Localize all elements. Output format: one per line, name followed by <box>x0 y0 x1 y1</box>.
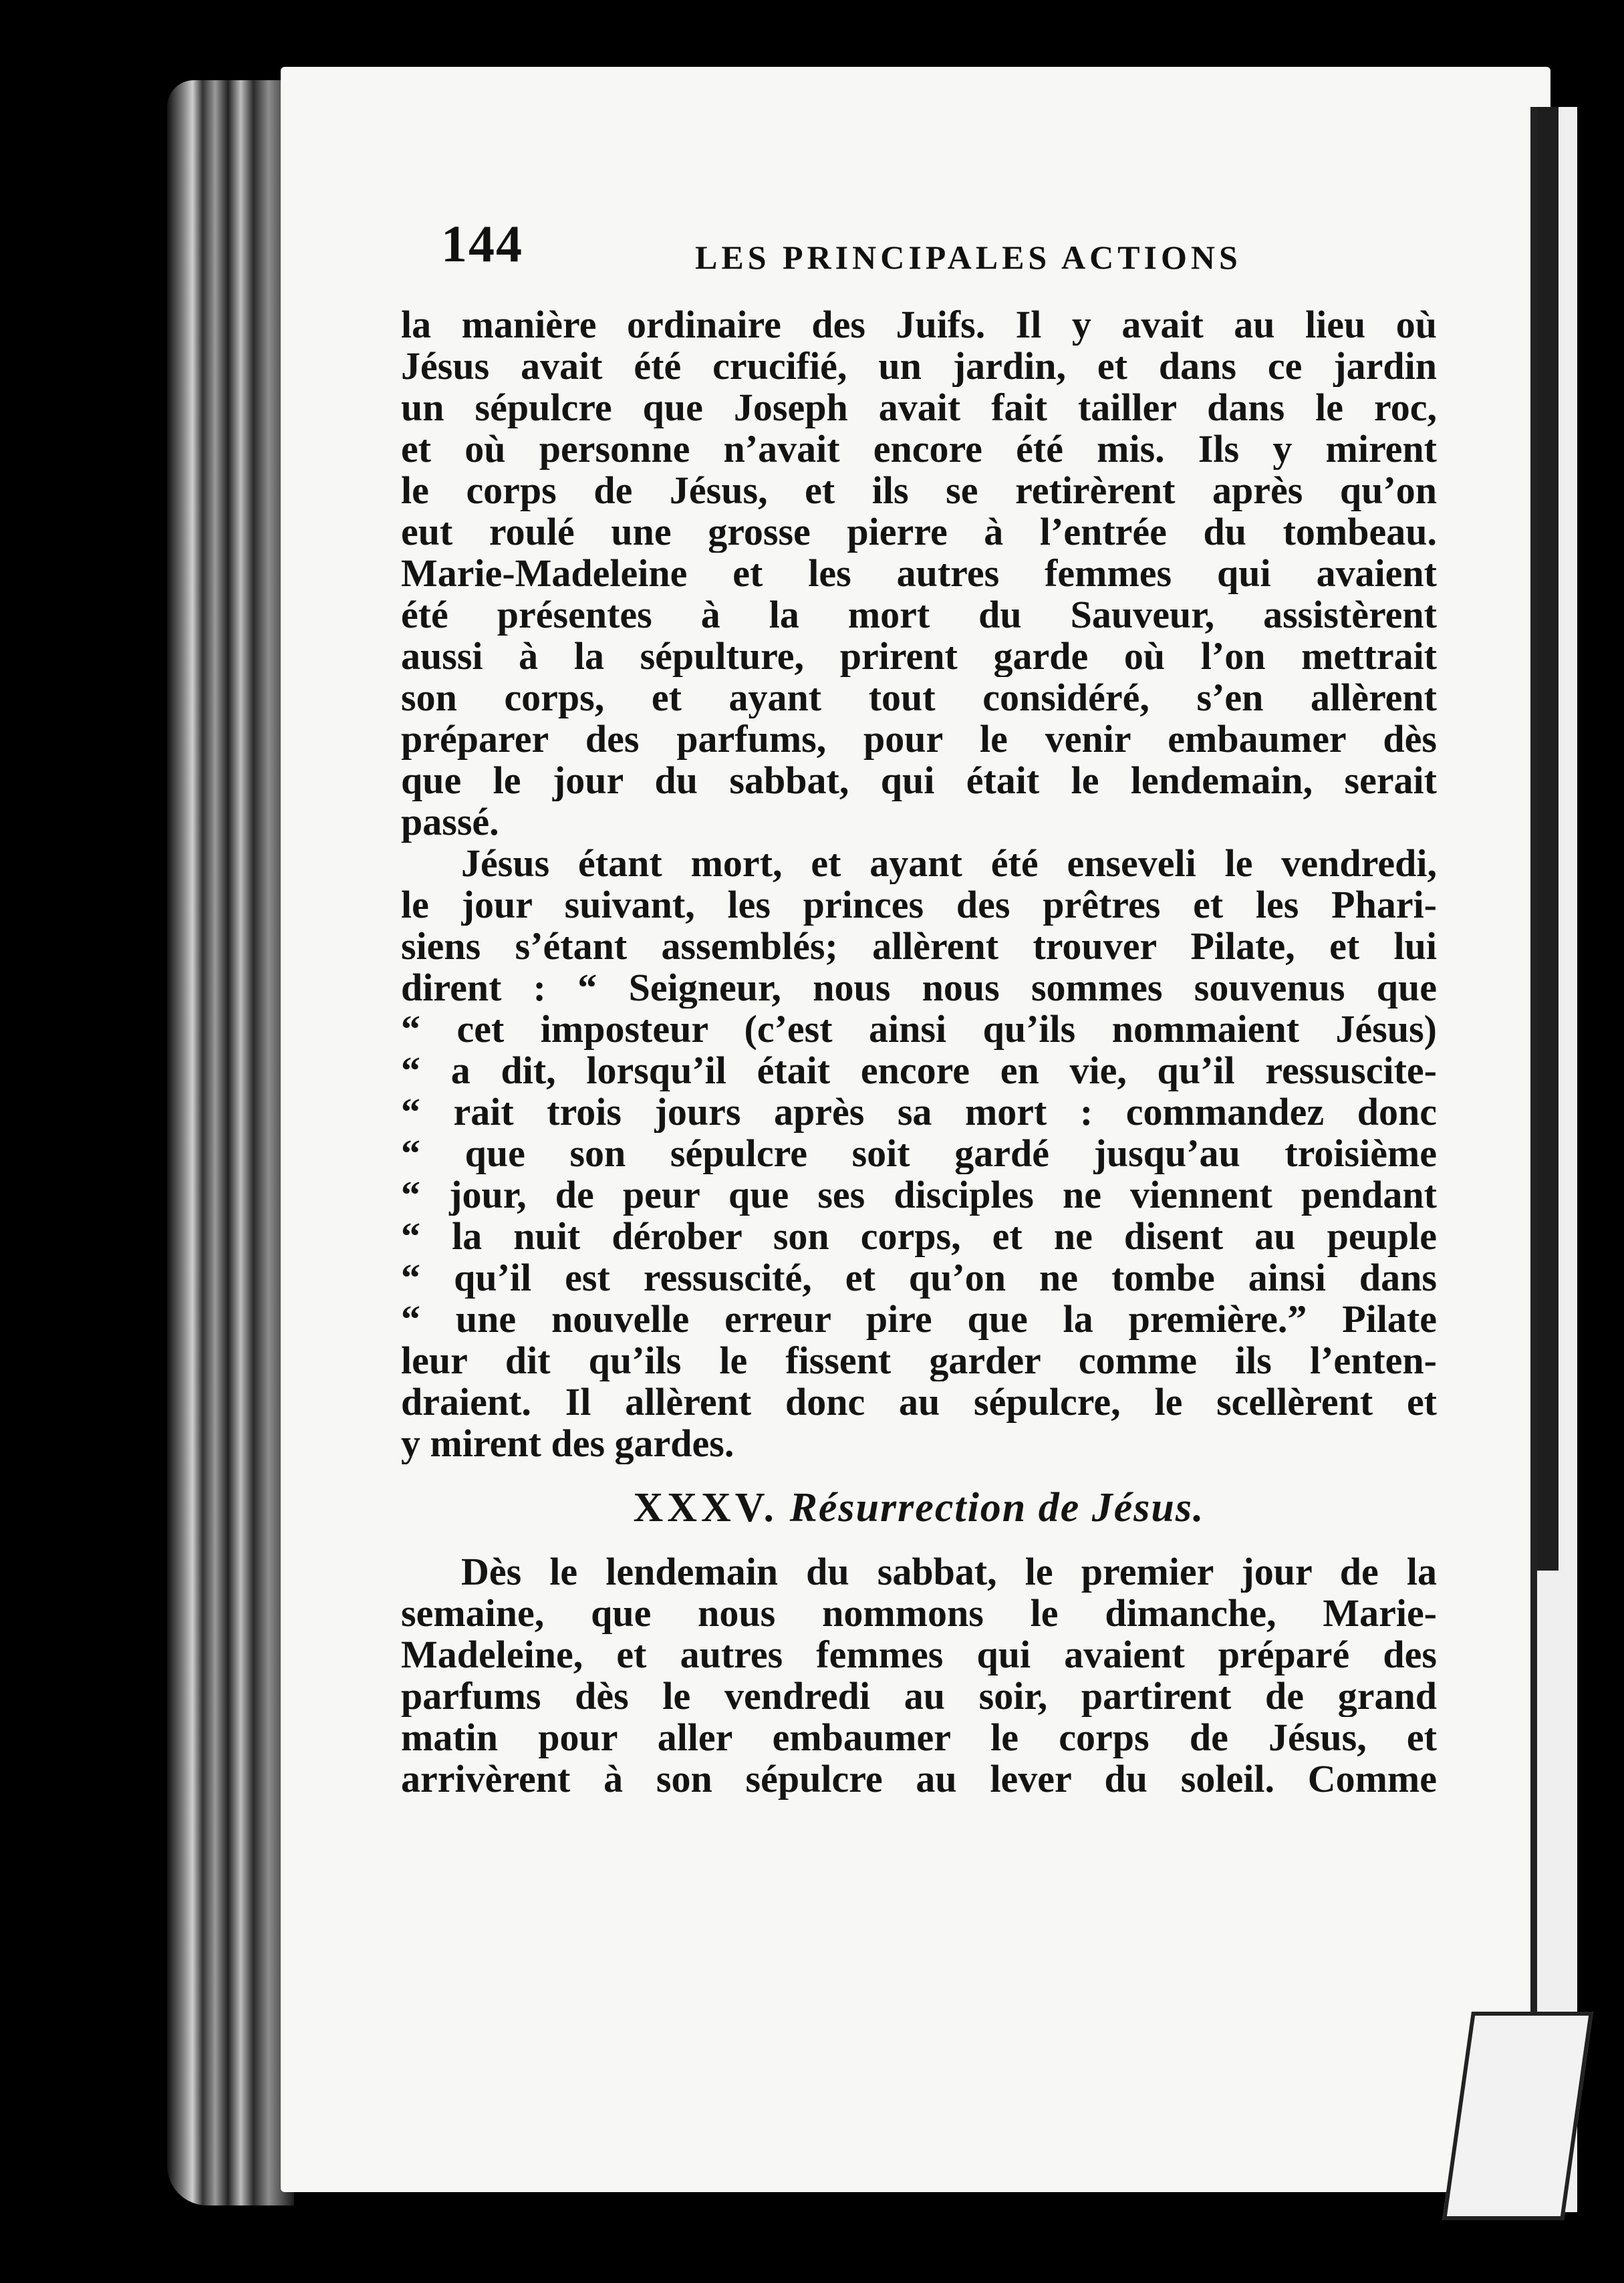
text-line: que le jour du sabbat, qui était le lendemain, serait <box>401 760 1437 801</box>
text-line: Marie-Madeleine et les autres femmes qui avaient <box>401 553 1437 594</box>
text-line: eut roulé une grosse pierre à l’entrée du tombeau. <box>401 511 1437 553</box>
text-line: leur dit qu’ils le fissent garder comme ils l’enten- <box>401 1340 1437 1381</box>
text-line: y mirent des gardes. <box>401 1423 734 1464</box>
text-line: Dès le lendemain du sabbat, le premier jour de la <box>461 1551 1437 1593</box>
text-line: “ jour, de peur que ses disciples ne viennent pendant <box>401 1174 1437 1216</box>
text-line: la manière ordinaire des Juifs. Il y avait au lieu où <box>401 304 1437 346</box>
text-line: parfums dès le vendredi au soir, partirent de grand <box>401 1675 1437 1717</box>
text-line: et où personne n’avait encore été mis. Ils y mirent <box>401 428 1437 470</box>
text-line: “ la nuit dérober son corps, et ne disent au peuple <box>401 1216 1437 1257</box>
text-line: Madeleine, et autres femmes qui avaient préparé des <box>401 1634 1437 1675</box>
text-line: “ qu’il est ressuscité, et qu’on ne tombe ainsi dans <box>401 1257 1437 1299</box>
text-line: un sépulcre que Joseph avait fait tailler dans le roc, <box>401 387 1437 428</box>
text-line: “ rait trois jours après sa mort : commandez donc <box>401 1091 1437 1133</box>
text-line: “ une nouvelle erreur pire que la première.” Pilate <box>401 1299 1437 1340</box>
paragraph-1 <box>401 304 1437 843</box>
page-header <box>441 214 1243 287</box>
section-title: Résurrection de Jésus. <box>789 1485 1205 1530</box>
text-line: aussi à la sépulture, prirent garde où l’on mettrait <box>401 636 1437 677</box>
paragraph-3 <box>401 1551 1437 1800</box>
text-line: le jour suivant, les princes des prêtres et les Phari- <box>401 884 1437 926</box>
page-number: 144 <box>441 215 523 273</box>
text-line: semaine, que nous nommons le dimanche, Marie- <box>401 1593 1437 1634</box>
running-head: LES PRINCIPALES ACTIONS <box>695 239 1242 276</box>
text-line: passé. <box>401 801 499 843</box>
text-line: “ a dit, lorsqu’il était encore en vie, qu’il ressuscite- <box>401 1050 1437 1091</box>
paragraph-2 <box>401 843 1437 1464</box>
text-line: siens s’étant assemblés; allèrent trouver Pilate, et lui <box>401 926 1437 967</box>
text-line: Jésus avait été crucifié, un jardin, et dans ce jardin <box>401 346 1437 387</box>
text-line: “ cet imposteur (c’est ainsi qu’ils nommaient Jésus) <box>401 1009 1437 1050</box>
text-line: arrivèrent à son sépulcre au lever du soleil. Comme <box>401 1758 1437 1800</box>
text-line: “ que son sépulcre soit gardé jusqu’au troisième <box>401 1133 1437 1174</box>
text-line: dirent : “ Seigneur, nous nous sommes souvenus que <box>401 967 1437 1009</box>
text-line: son corps, et ayant tout considéré, s’en allèrent <box>401 677 1437 718</box>
text-line: préparer des parfums, pour le venir embaumer dès <box>401 718 1437 760</box>
text-line: matin pour aller embaumer le corps de Jésus, et <box>401 1717 1437 1758</box>
binding-bar <box>1537 107 1559 1571</box>
section-heading <box>401 1464 1437 1551</box>
page-text <box>401 304 1437 1800</box>
text-line: Jésus étant mort, et ayant été enseveli le vendredi, <box>461 843 1437 884</box>
text-line: été présentes à la mort du Sauveur, assistèrent <box>401 594 1437 636</box>
section-number: XXXV. <box>633 1485 779 1530</box>
text-line: draient. Il allèrent donc au sépulcre, le scellèrent et <box>401 1381 1437 1423</box>
book-spine <box>167 80 294 2205</box>
text-line: le corps de Jésus, et ils se retirèrent après qu’on <box>401 470 1437 511</box>
